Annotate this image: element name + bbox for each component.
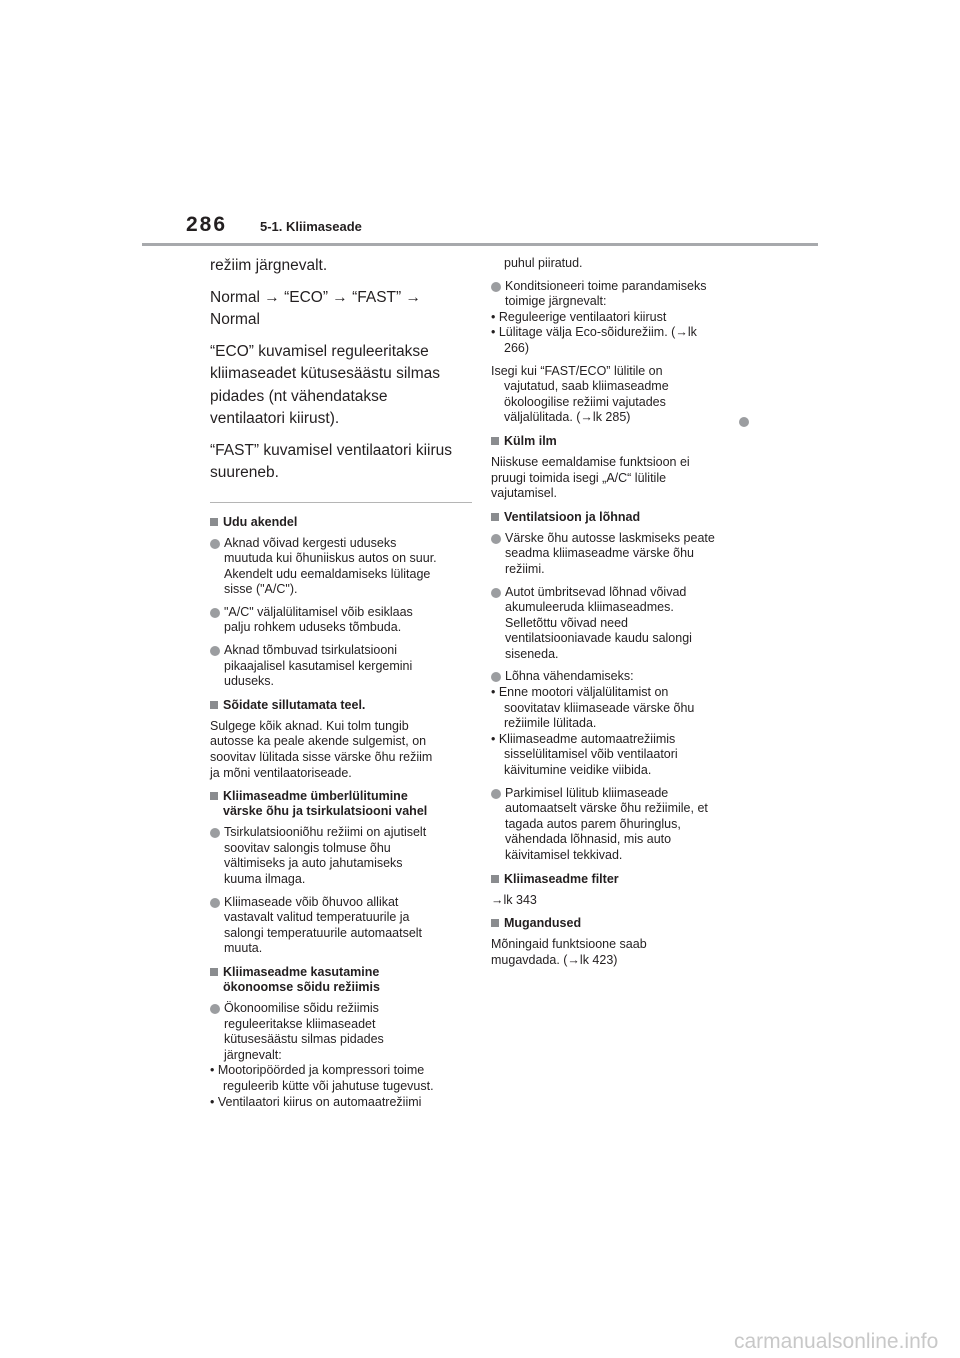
text-line: vältimiseks ja auto jahutamiseks (224, 856, 403, 871)
text-line: toimige järgnevalt: (505, 294, 607, 309)
bullet-item (210, 1001, 472, 1063)
text-line: mugavdada. (→lk 423) (491, 952, 618, 967)
text-line: vajutamisel. (491, 486, 557, 501)
dash-item (210, 1095, 472, 1111)
section-divider (210, 502, 472, 503)
paragraph (491, 455, 761, 502)
bullet-item (491, 279, 761, 310)
text-line: autosse ka peale akende sulgemist, on (210, 734, 427, 749)
text-line: • Enne mootori väljalülitamist on (491, 685, 669, 700)
header-rule (142, 243, 818, 246)
heading-line: Mugandused (504, 916, 582, 931)
text-line: Kliimaseade võib õhuvoo allikat (224, 894, 399, 909)
text-line: vähendada lõhnasid, mis auto (505, 832, 672, 847)
square-bullet-icon (491, 437, 499, 445)
text-line: režiimile lülitada. (504, 716, 597, 731)
text-line: režiim järgnevalt. (210, 257, 328, 274)
circle-bullet-icon (491, 672, 501, 682)
text-line: "A/C" väljalülitamisel võib esiklaas (224, 604, 413, 619)
text-line: reguleerib kütte või jahutuse tugevust. (223, 1078, 434, 1093)
bullet-item (210, 895, 472, 957)
page-reference[interactable] (491, 893, 761, 909)
text-line: järgnevalt: (224, 1047, 282, 1062)
left-column (210, 255, 472, 1117)
circle-bullet-icon (491, 588, 501, 598)
square-bullet-icon (491, 875, 499, 883)
text-line: soovitatav kliimaseade värske õhu (504, 700, 695, 715)
bullet-item (210, 536, 472, 598)
text-line: Lõhna vähendamiseks: (505, 669, 634, 684)
text-line: automaatselt värske õhu režiimile, et (505, 801, 708, 816)
bullet-item (491, 669, 761, 685)
text-line: Parkimisel lülitub kliimaseade (505, 785, 669, 800)
text-line: vastavalt valitud temperatuurile ja (224, 910, 410, 925)
section-end-dot-icon (739, 417, 749, 427)
bullet-item (491, 786, 761, 864)
square-bullet-icon (491, 919, 499, 927)
circle-bullet-icon (491, 534, 501, 544)
text-line: Värske õhu autosse laskmiseks peate (505, 530, 715, 545)
text-line: muuta. (224, 941, 263, 956)
text-line: • Reguleerige ventilaatori kiirust (491, 309, 667, 324)
text-line: • Kliimaseadme automaatrežiimis (491, 731, 676, 746)
bullet-item (210, 605, 472, 636)
dash-item (491, 310, 761, 326)
bullet-item (210, 643, 472, 690)
text-line: soovitav salongis tolmuse õhu (224, 840, 391, 855)
text-line: vajutatud, saab kliimaseadme (504, 379, 669, 394)
text-line: kütusesäästu silmas pidades (224, 1032, 384, 1047)
circle-bullet-icon (210, 1004, 220, 1014)
section-title: 5-1. Kliimaseade (260, 219, 362, 234)
text-line: kuuma ilmaga. (224, 872, 306, 886)
circle-bullet-icon (210, 828, 220, 838)
dash-item (491, 685, 761, 732)
text-line: režiimi. (505, 561, 545, 576)
text-line: Normal (210, 311, 260, 328)
watermark: carmanualsonline.info (734, 1330, 939, 1353)
text-line: “FAST” kuvamisel ventilaatori kiirus (210, 441, 453, 459)
section-heading-kulm (491, 434, 761, 449)
circle-bullet-icon (210, 646, 220, 656)
heading-line: Kliimaseadme ümberlülitumine (223, 789, 408, 804)
text-line: käivitamisel tekkivad. (505, 848, 623, 862)
text-line: • Lülitage välja Eco-sõidurežiim. (→lk (491, 325, 697, 340)
square-bullet-icon (210, 518, 218, 526)
text-line: suureneb. (210, 464, 279, 481)
intro-paragraph (210, 440, 472, 485)
text-line: pruugi toimida isegi „A/C“ lülitile (491, 470, 667, 485)
heading-line: Kliimaseadme filter (504, 871, 619, 886)
circle-bullet-icon (491, 789, 501, 799)
heading-line: Ventilatsioon ja lõhnad (504, 509, 641, 524)
text-line: seadma kliimaseadme värske õhu (505, 546, 694, 561)
text-line: Tsirkulatsiooniõhu režiimi on ajutiselt (224, 825, 427, 840)
text-line[interactable]: →lk 343 (491, 892, 537, 907)
page-number: 286 (186, 213, 228, 236)
heading-line: Külm ilm (504, 433, 557, 448)
text-line: Normal → “ECO” → “FAST” → (210, 288, 421, 306)
text-line: siseneda. (505, 646, 559, 661)
intro-paragraph (210, 341, 472, 431)
text-line: Akendelt udu eemaldamiseks lülitage (224, 566, 431, 581)
text-line: tagada autos parem õhuringlus, (505, 816, 681, 831)
text-line: ökoloogilise režiimi vajutades (504, 394, 666, 409)
heading-line: ökonoomse sõidu režiimis (223, 979, 380, 994)
text-line: soovitav lülitada sisse värske õhu režiim (210, 750, 433, 765)
paragraph (491, 937, 761, 968)
text-line: palju rohkem uduseks tõmbuda. (224, 620, 402, 635)
circle-bullet-icon (210, 539, 220, 549)
intro-paragraph (210, 255, 472, 278)
text-line: ventilatsiooniavade kaudu salongi (505, 631, 692, 646)
bullet-item (491, 531, 761, 578)
square-bullet-icon (210, 968, 218, 976)
section-heading-okonoomne (210, 965, 472, 995)
bullet-item (491, 585, 761, 663)
square-bullet-icon (491, 513, 499, 521)
circle-bullet-icon (491, 282, 501, 292)
text-line: uduseks. (224, 674, 275, 689)
text-line: Isegi kui “FAST/ECO” lülitile on (491, 363, 663, 378)
text-line: Aknad võivad kergesti uduseks (224, 535, 397, 550)
paragraph (491, 364, 761, 426)
heading-line: Kliimaseadme kasutamine (223, 964, 380, 979)
text-line: sisselülitamisel võib ventilaatori (504, 747, 678, 762)
text-line: puhul piiratud. (504, 256, 583, 270)
text-line: ja mõni ventilaatoriseade. (210, 765, 352, 780)
circle-bullet-icon (210, 898, 220, 908)
text-line: akumuleeruda kliimaseadmes. (505, 600, 674, 615)
heading-line: Udu akendel (223, 514, 298, 529)
text-line: • Mootoripöörded ja kompressori toime (210, 1063, 425, 1078)
text-line: Niiskuse eemaldamise funktsioon ei (491, 454, 690, 469)
bullet-item (210, 825, 472, 887)
section-heading-sillutamata (210, 698, 472, 713)
text-line: väljalülitada. (→lk 285) (504, 410, 631, 425)
text-line: kliimaseadet kütusesäästu silmas (210, 365, 441, 382)
text-line: Selletõttu võivad need (505, 615, 629, 630)
dash-item-continued (491, 256, 761, 272)
text-line: “ECO” kuvamisel reguleeritakse (210, 342, 429, 360)
right-column (491, 255, 761, 975)
intro-paragraph (210, 287, 472, 332)
text-line: pidades (nt vähendatakse (210, 387, 388, 405)
text-line: Konditsioneeri toime parandamiseks (505, 278, 707, 293)
circle-bullet-icon (210, 608, 220, 618)
section-heading-mugandused (491, 916, 761, 931)
text-line: 266) (504, 340, 530, 355)
text-line: käivitumine veidike viibida. (504, 763, 652, 778)
text-line: Aknad tõmbuvad tsirkulatsiooni (224, 643, 398, 658)
section-heading-udu (210, 515, 472, 530)
text-line: Mõningaid funktsioone saab (491, 937, 647, 952)
heading-line: värske õhu ja tsirkulatsiooni vahel (223, 804, 428, 819)
text-line: muutuda kui õhuniiskus autos on suur. (224, 551, 437, 566)
text-line: salongi temperatuurile automaatselt (224, 925, 423, 940)
intro-text (210, 255, 472, 485)
square-bullet-icon (210, 792, 218, 800)
text-line: Ökonoomilise sõidu režiimis (224, 1000, 379, 1015)
text-line: Autot ümbritsevad lõhnad võivad (505, 584, 687, 599)
dash-item (210, 1063, 472, 1094)
paragraph (210, 719, 472, 781)
section-heading-filter (491, 872, 761, 887)
section-heading-ventilatsioon (491, 510, 761, 525)
section-heading-umberlulitumine (210, 789, 472, 819)
text-line: reguleeritakse kliimaseadet (224, 1016, 376, 1031)
dash-item (491, 732, 761, 779)
square-bullet-icon (210, 701, 218, 709)
text-line: pikaajalisel kasutamisel kergemini (224, 658, 413, 673)
text-line: ventilaatori kiirust). (210, 410, 340, 427)
text-line: • Ventilaatori kiirus on automaatrežiimi (210, 1094, 422, 1109)
dash-item (491, 325, 761, 356)
text-line: sisse ("A/C"). (224, 582, 298, 597)
text-line: Sulgege kõik aknad. Kui tolm tungib (210, 718, 409, 733)
heading-line: Sõidate sillutamata teel. (223, 697, 366, 712)
